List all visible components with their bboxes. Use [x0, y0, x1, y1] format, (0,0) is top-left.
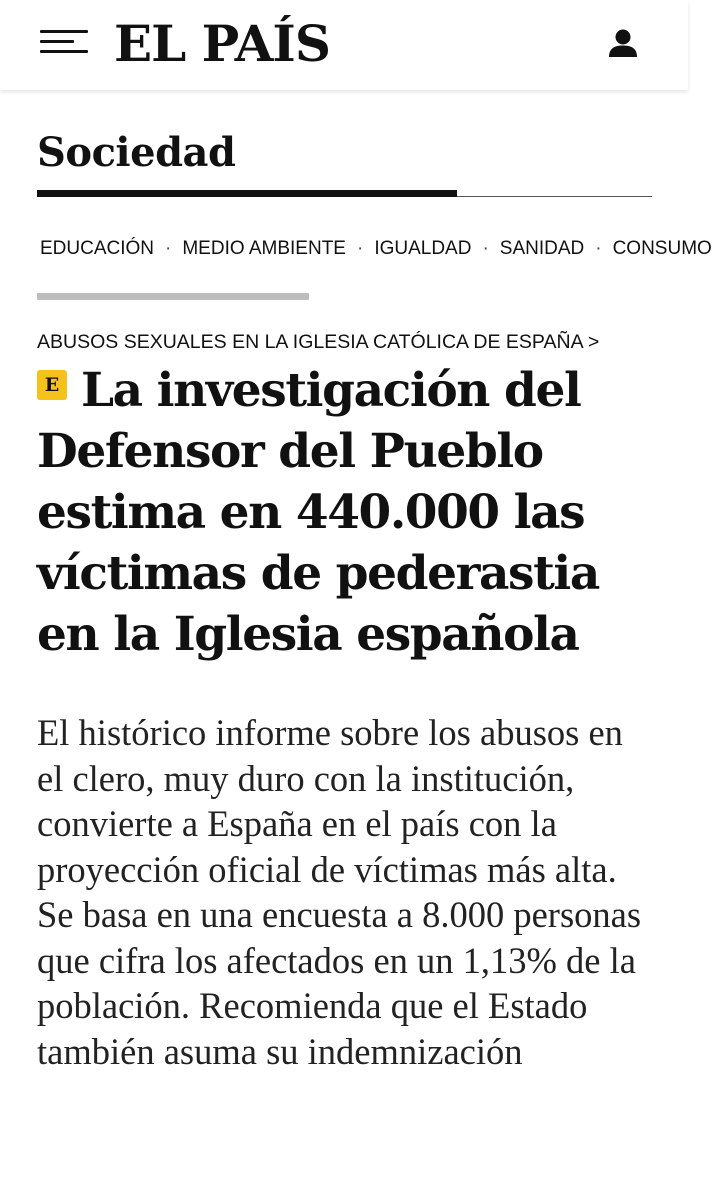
subnav-item-igualdad[interactable]: IGUALDAD — [374, 238, 472, 259]
section-divider-accent — [37, 190, 457, 197]
subnav-separator: · — [595, 238, 602, 259]
site-logo[interactable]: EL PAÍS — [114, 14, 330, 73]
top-bar — [0, 0, 688, 90]
el-pais-badge-icon — [37, 370, 67, 400]
subnav-item-consumo[interactable]: CONSUMO — [612, 238, 712, 259]
article-headline — [37, 360, 657, 665]
user-icon[interactable] — [606, 28, 640, 60]
article-deck: El histórico informe sobre los abusos en el clero, muy duro con la institución, convierte a España en el país con la proyección oficial de víctimas más alta. Se basa en una encuesta a 8.000 personas que cifra los afectados en un 1,13% de la población. Recomienda que el Estado también asuma su indemnización — [37, 712, 642, 1072]
hamburger-menu-icon[interactable] — [40, 28, 90, 56]
article-kicker[interactable]: ABUSOS SEXUALES EN LA IGLESIA CATÓLICA DE ESPAÑA > — [37, 331, 600, 353]
subnav-scrollbar[interactable] — [37, 293, 309, 300]
menu-line — [40, 30, 88, 33]
subnav-separator: · — [356, 238, 364, 259]
menu-line — [40, 40, 74, 43]
section-subnav — [40, 235, 712, 263]
subnav-item-sanidad[interactable]: SANIDAD — [499, 238, 585, 259]
menu-line — [40, 50, 88, 53]
subnav-item-medio-ambiente[interactable]: MEDIO AMBIENTE — [182, 238, 346, 259]
subnav-separator: · — [165, 238, 172, 259]
section-title[interactable]: Sociedad — [37, 129, 236, 176]
subnav-item-educacion[interactable]: EDUCACIÓN — [40, 238, 155, 259]
badge-letter: E — [44, 374, 60, 396]
headline-text: La investigación del Defensor del Pueblo estima en 440.000 las víctimas de pederastia en la Iglesia española — [37, 363, 599, 662]
user-glyph — [606, 28, 640, 60]
subnav-separator: · — [482, 238, 489, 259]
